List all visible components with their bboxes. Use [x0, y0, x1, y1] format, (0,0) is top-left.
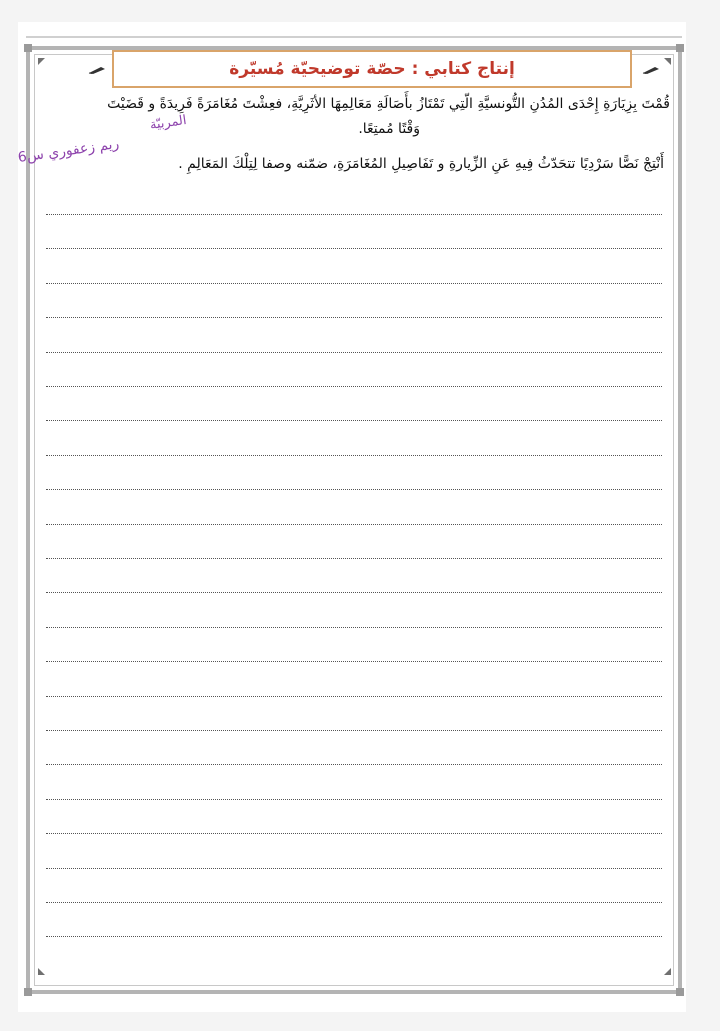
writing-line[interactable] — [46, 489, 662, 490]
writing-line[interactable] — [46, 833, 662, 834]
writing-line[interactable] — [46, 455, 662, 456]
top-rule — [26, 36, 682, 38]
frame-corner-top-right — [676, 44, 684, 52]
writing-line[interactable] — [46, 386, 662, 387]
prompt-text-line-2: وَقْتًا مُمتِعًا. — [358, 121, 420, 137]
writing-line[interactable] — [46, 214, 662, 215]
writing-line[interactable] — [46, 283, 662, 284]
writing-line[interactable] — [46, 661, 662, 662]
prompt-text-line-1: قُمْتَ بِزِيَارَةِ إِحْدَى المُدُنِ التُّونسيَّةِ الّتِي تَمْتَازُ بأَصَالَةِ مَعَالِمِهَا الأثَرِيَّةِ، فعِشْتَ مُغَامَرَةً فَرِيدَةً و قَضَيْتَ — [107, 96, 670, 112]
writing-line[interactable] — [46, 868, 662, 869]
pencil-icon — [88, 66, 106, 74]
writing-line[interactable] — [46, 730, 662, 731]
corner-tick-bottom-left — [38, 968, 45, 975]
writing-line[interactable] — [46, 799, 662, 800]
corner-tick-top-left — [38, 58, 45, 65]
writing-line[interactable] — [46, 696, 662, 697]
frame-corner-bottom-left — [24, 988, 32, 996]
writing-line[interactable] — [46, 248, 662, 249]
frame-corner-bottom-right — [676, 988, 684, 996]
writing-line[interactable] — [46, 317, 662, 318]
writing-line[interactable] — [46, 592, 662, 593]
writing-line[interactable] — [46, 627, 662, 628]
writing-line[interactable] — [46, 420, 662, 421]
corner-tick-bottom-right — [664, 968, 671, 975]
watermark-teacher-label: المربيّة — [148, 112, 188, 133]
task-instruction: أَنْتِجْ نَصًّا سَرْدِيًا تتحَدّثُ فِيهِ عَنِ الزِّيارةِ و تَفَاصِيلِ المُغَامَرَةِ، ضمّنه وصفا لِتِلْكَ المَعَالِمِ . — [178, 156, 664, 172]
frame-corner-top-left — [24, 44, 32, 52]
writing-line[interactable] — [46, 936, 662, 937]
corner-tick-top-right — [664, 58, 671, 65]
watermark-teacher-name: ريم زعفوري س6 — [16, 135, 121, 166]
writing-area[interactable] — [46, 200, 662, 960]
writing-line[interactable] — [46, 902, 662, 903]
writing-line[interactable] — [46, 524, 662, 525]
title-banner — [112, 50, 632, 88]
pencil-icon — [642, 66, 660, 74]
page-title: إنتاج كتابي : حصّة توضيحيّة مُسيّرة — [229, 59, 515, 79]
writing-line[interactable] — [46, 764, 662, 765]
writing-line[interactable] — [46, 352, 662, 353]
writing-line[interactable] — [46, 558, 662, 559]
